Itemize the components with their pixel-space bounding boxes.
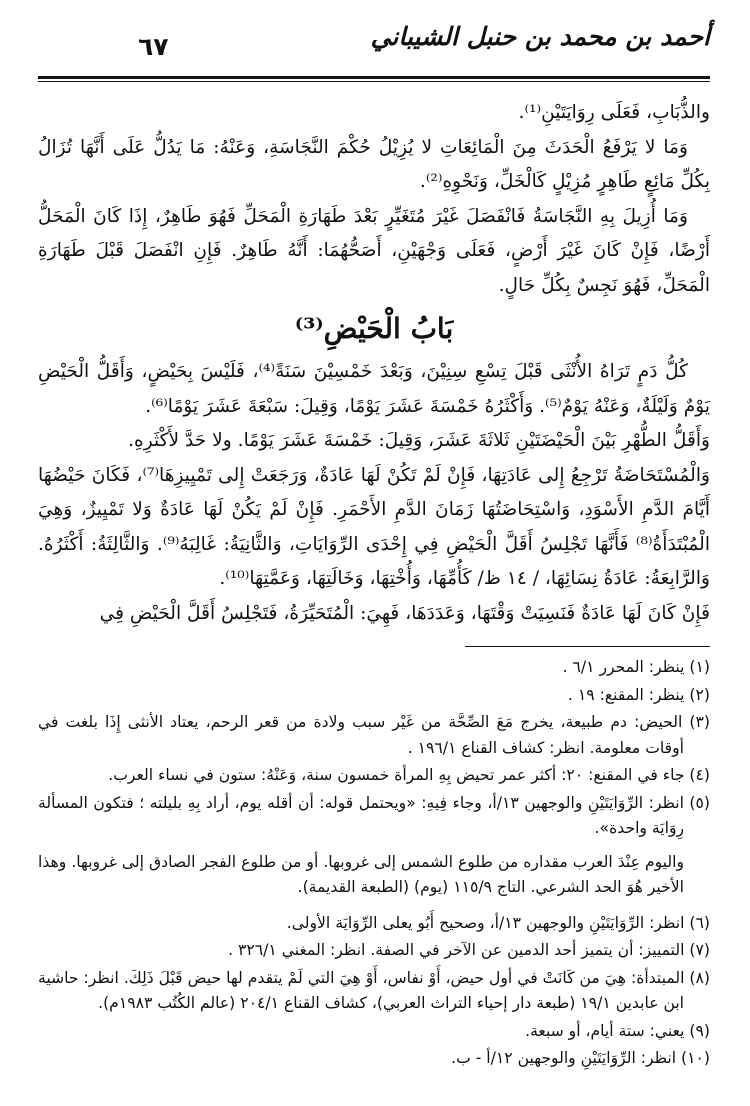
page-header — [38, 22, 710, 84]
footnotes — [38, 655, 710, 1072]
paragraph-4: كُلُّ دَمٍ تَرَاهُ الأُنْثَى قَبْلَ تِسْعِ سِنِيْنَ، وَبَعْدَ خَمْسِيْنَ سَنَةً⁽⁴⁾، فَلَيْسَ بِحَيْضٍ، وَأَقَلُّ الْحَيْضِ يَوْمٌ وَلَيْلَةٌ، وَعَنْهُ يَوْمٌ⁽⁵⁾. وَأَكْثَرُهُ خَمْسَةَ عَشَرَ يَوْمًا، وَقِيلَ: سَبْعَةَ عَشَرَ يَوْمًا⁽⁶⁾. — [38, 361, 710, 417]
paragraph-7: فَإِنْ كَانَ لَهَا عَادَةٌ فَنَسِيَتْ وَقْتَهَا، وَعَدَدَهَا، فَهِيَ: الْمُتَحَيِّرَةُ، فَتَجْلِسُ أَقَلَّ الْحَيْضِ فِي — [99, 602, 710, 624]
footnote-5: (٥) انظر: الرِّوَايَتَيْنِ والوجهين ١٣/أ، وجاء فِيهِ: «ويحتمل قوله: أن أقله يوم، أراد بِهِ بليلته ؛ فتكون المسألة رِوَايَة واحدة». — [38, 793, 711, 837]
footnote-1: (١) ينظر: المحرر ٦/١ . — [562, 658, 710, 676]
paragraph-2: وَمَا لا يَرْفَعُ الْحَدَثَ مِنَ الْمَائِعَاتِ لا يُزِيْلُ حُكْمَ النَّجَاسَةِ، وَعَنْهُ: مَا يَدُلُّ عَلَى أَنَّهَا تُزَالُ بِكُلِّ مَائِعٍ طَاهِرٍ مُزِيْلٍ كَالْخَلِّ، وَنَحْوِهِ⁽²⁾. — [38, 136, 710, 192]
page-number: ٦٧ — [138, 32, 169, 61]
footnote-9: (٩) يعني: ستة أيام، أو سبعة. — [525, 1021, 710, 1040]
paragraph-1: والذُّبَابِ، فَعَلَى رِوَايَتَيْنِ⁽¹⁾. — [518, 102, 710, 123]
header-rule-thick — [38, 76, 710, 79]
footnote-10: (١٠) انظر: الرِّوَايَتَيْنِ والوجهين ١٢/أ - ب. — [451, 1049, 710, 1067]
book-page — [38, 22, 710, 1074]
paragraph-6: وَالْمُسْتَحَاضَةُ تَرْجِعُ إِلى عَادَتِهَا، فَإِنْ لَمْ تَكُنْ لَهَا عَادَةٌ، وَرَجَعَتْ إِلى تَمْيِيزِهَا⁽⁷⁾، فَكَانَ حَيْضُهَا أَيَّامَ الدَّمِ الأَسْوَدِ، وَاسْتِحَاضَتُهَا زَمَانَ الدَّمِ الأَحْمَرِ. فَإِنْ لَمْ يَكُنْ لَهَا عَادَةٌ وَلا تَمْيِيزٌ، وَهِيَ الْمُبْتَدَأَةُ⁽⁸⁾ فَأَنَّهَا تَجْلِسُ أَقَلَّ الْحَيْضِ فِي إِحْدَى الرِّوَايَاتِ، وَالثَّانِيَةُ: غَالِبَهُ⁽⁹⁾. وَالثَّالِثَةُ: أَكْثَرُهُ. وَالرَّابِعَةُ: عَادَةُ نِسَائِهَا، / ١٤ ظ/ كَأُمِّهَا، وَأُخْتِهَا، وَخَالَتِهَا، وَعَمَّتِهَا⁽¹⁰⁾. — [38, 464, 711, 589]
footnote-6: (٦) انظر: الرِّوَايَتَيْنِ والوجهين ١٣/أ، وصحيح أَبُو يعلى الرِّوَايَة الأولى. — [286, 913, 710, 932]
footnote-4: (٤) جاء في المقنع: ٢٠: أكثر عمر تحيض بِهِ المرأة خمسون سنة، وَعَنْهُ: ستون في نساء العرب. — [108, 766, 710, 784]
footnote-divider — [465, 646, 710, 647]
paragraph-5: وَأَقَلُّ الطُّهْرِ بَيْنَ الْحَيْضَتَيْنِ ثَلاثَةَ عَشَرَ، وَقِيلَ: خَمْسَةَ عَشَرَ يَوْمًا. ولا حَدَّ لأَكْثَرِهِ. — [128, 430, 710, 451]
footnote-7: (٧) التمييز: أن يتميز أحد الدمين عن الآخر في الصفة. انظر: المغني ٣٢٦/١ . — [228, 941, 710, 959]
footnote-3: (٣) الحيض: دم طبيعة، يخرج مَعَ الصِّحَّة من غَيْر سبب ولادة من قعر الرحم، يعتاد الأنثى إِذَا بلغت في أوقات معلومة. انظر: كشاف القناع ١٩٦/١ . — [38, 713, 710, 757]
section-title: بَابُ الْحَيْضِ⁽³⁾ — [294, 312, 454, 345]
header-rule-thin — [38, 81, 710, 82]
footnote-5-continuation: واليوم عِنْدَ العرب مقداره من طلوع الشمس إلى غروبها. أو من طلوع الفجر الصادق إلى غروبها. وهذا الأخير هُوَ الحد الشرعي. التاج ١١٥/٩ (يوم) (الطبعة القديمة). — [38, 852, 684, 896]
footnote-8: (٨) المبتدأة: هِيَ من كَانَتْ في أول حيض، أَوْ نفاس، أَوْ هِيَ التي لَمْ يتقدم لها حيض قَبْلَ ذَلِكَ. انظر: حاشية ابن عابدين ١٩/١ (طبعة دار إحياء التراث العربي)، كشاف القناع ٢٠٤/١ (عالم الكُتُب ١٩٨٣م). — [38, 968, 710, 1012]
running-title: أحمد بن محمد بن حنبل الشيباني — [370, 22, 710, 51]
footnote-2: (٢) ينظر: المقنع: ١٩ . — [567, 685, 710, 704]
paragraph-3: وَمَا أُزِيلَ بِهِ النَّجَاسَةُ فَانْفَصَلَ غَيْرَ مُتَغَيِّرٍ بَعْدَ طَهَارَةِ الْمَحَلِّ فَهُوَ طَاهِرٌ، إِذَا كَانَ الْمَحَلُّ أَرْضًا، فَإِنْ كَانَ غَيْرَ أَرْضٍ، فَعَلَى وَجْهَيْنِ، أَصَحُّهُمَا: أَنَّهُ طَاهِرٌ. فَإِنِ انْفَصَلَ قَبْلَ طَهَارَةِ الْمَحَلِّ، فَهُوَ نَجِسٌ بِكُلِّ حَالٍ. — [38, 205, 710, 296]
main-text — [38, 96, 710, 631]
